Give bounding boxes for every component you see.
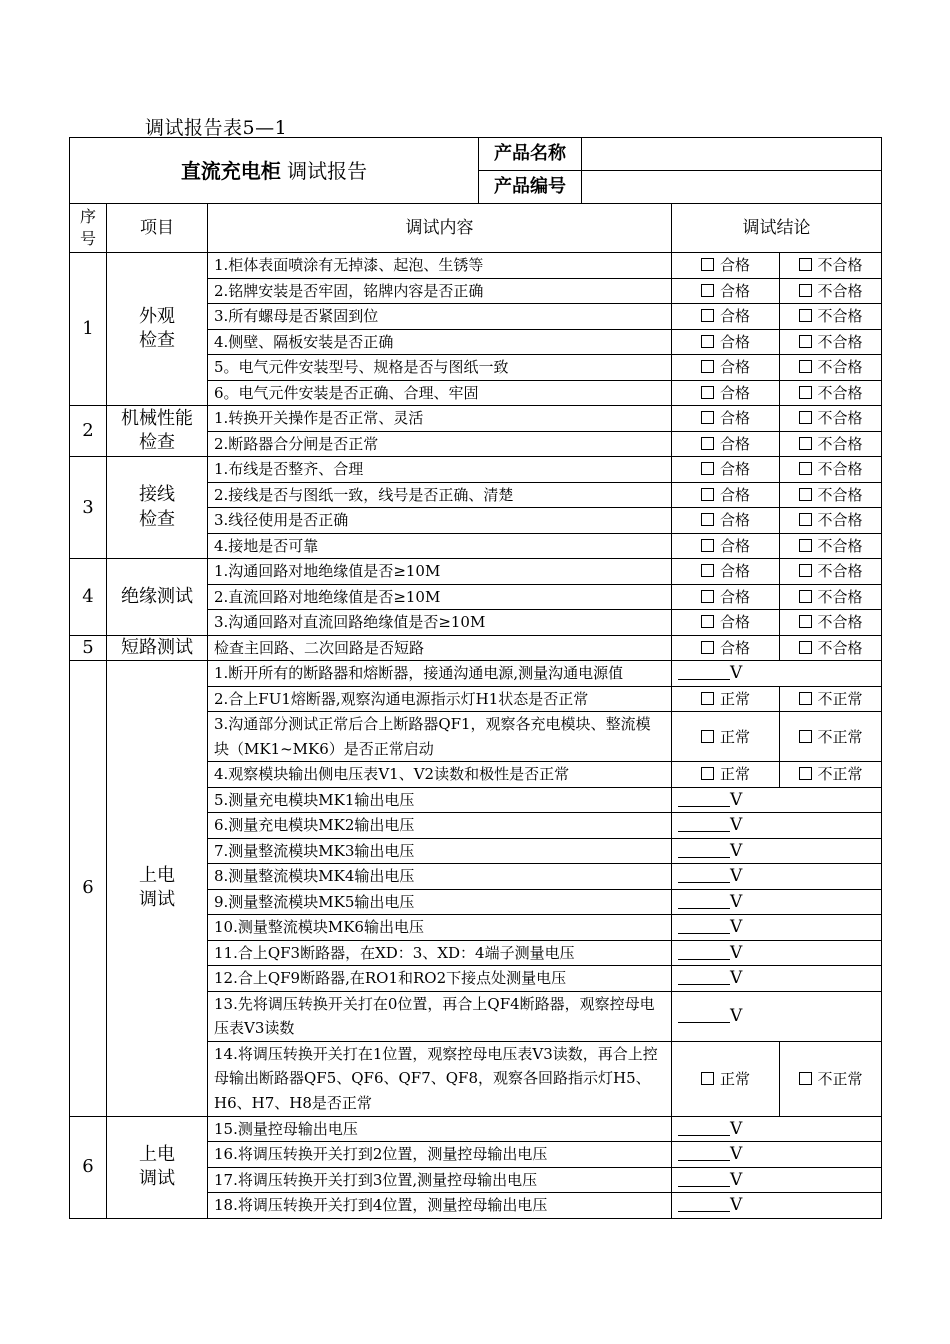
content-cell: 5。电气元件安装型号、规格是否与图纸一致 [208,355,672,381]
content-cell: 2.接线是否与图纸一致，线号是否正确、清楚 [208,482,672,508]
item-cell: 上电 调试 [107,661,208,1117]
checkbox-icon [701,284,714,297]
report-name: 调试报告 [280,158,368,183]
checkbox-icon [701,590,714,603]
pass-checkbox[interactable]: 合格 [672,329,780,355]
content-cell: 1.断开所有的断路器和熔断器，接通沟通电源,测量沟通电源值 [208,661,672,687]
pass-checkbox[interactable]: 合格 [672,457,780,483]
voltage-field[interactable]: V [672,1167,882,1193]
voltage-field[interactable]: V [672,838,882,864]
voltage-field[interactable]: V [672,661,882,687]
fail-checkbox[interactable]: 不合格 [780,380,882,406]
checkbox-icon [799,590,812,603]
voltage-blank [678,843,730,858]
checkbox-icon [799,615,812,628]
content-cell: 6。电气元件安装是否正确、合理、牢固 [208,380,672,406]
pass-checkbox[interactable]: 合格 [672,380,780,406]
voltage-blank [678,1197,730,1212]
seq-cell: 3 [70,457,107,559]
item-column-header: 项目 [107,204,208,253]
seq-cell: 6 [70,1116,107,1218]
voltage-field[interactable]: V [672,813,882,839]
checkbox-icon [799,767,812,780]
content-cell: 3.沟通部分测试正常后合上断路器QF1，观察各充电模块、整流模块（MK1~MK6）是否正常启动 [208,712,672,762]
fail-checkbox[interactable]: 不合格 [780,508,882,534]
content-cell: 13.先将调压转换开关打在0位置，再合上QF4断路器，观察控母电压表V3读数 [208,991,672,1041]
checkbox-icon [799,462,812,475]
table-row [70,457,882,483]
checkbox-icon [799,309,812,322]
abnormal-checkbox[interactable]: 不正常 [780,712,882,762]
checkbox-icon [799,513,812,526]
seq-cell: 5 [70,635,107,661]
content-cell: 7.测量整流模块MK3输出电压 [208,838,672,864]
fail-checkbox[interactable]: 不合格 [780,635,882,661]
normal-checkbox[interactable]: 正常 [672,762,780,788]
checkbox-icon [799,437,812,450]
pass-checkbox[interactable]: 合格 [672,355,780,381]
pass-checkbox[interactable]: 合格 [672,610,780,636]
content-cell: 3.沟通回路对直流回路绝缘值是否≥10M [208,610,672,636]
voltage-field[interactable]: V [672,1116,882,1142]
checkbox-icon [799,258,812,271]
content-cell: 9.测量整流模块MK5输出电压 [208,889,672,915]
content-cell: 1.转换开关操作是否正常、灵活 [208,406,672,432]
checkbox-icon [701,513,714,526]
voltage-blank [678,894,730,909]
voltage-field[interactable]: V [672,787,882,813]
cabinet-name: 直流充电柜 [180,158,281,183]
pass-checkbox[interactable]: 合格 [672,584,780,610]
content-cell: 2.直流回路对地绝缘值是否≥10M [208,584,672,610]
seq-cell: 1 [70,253,107,406]
voltage-blank [678,868,730,883]
content-cell: 17.将调压转换开关打到3位置,测量控母输出电压 [208,1167,672,1193]
voltage-blank [678,1008,730,1023]
fail-checkbox[interactable]: 不合格 [780,559,882,585]
checkbox-icon [799,564,812,577]
pass-checkbox[interactable]: 合格 [672,533,780,559]
checkbox-icon [701,437,714,450]
seq-cell: 2 [70,406,107,457]
checkbox-icon [701,258,714,271]
seq-column-header: 序 号 [70,204,107,253]
checkbox-icon [701,615,714,628]
checkbox-icon [701,411,714,424]
normal-checkbox[interactable]: 正常 [672,712,780,762]
fail-checkbox[interactable]: 不合格 [780,329,882,355]
checkbox-icon [799,641,812,654]
normal-checkbox[interactable]: 正常 [672,686,780,712]
pass-checkbox[interactable]: 合格 [672,482,780,508]
report-heading [70,138,479,204]
checkbox-icon [799,692,812,705]
item-cell: 短路测试 [107,635,208,661]
voltage-blank [678,1121,730,1136]
item-cell: 机械性能 检查 [107,406,208,457]
checkbox-icon [799,539,812,552]
normal-checkbox[interactable]: 正常 [672,1041,780,1116]
voltage-blank [678,1146,730,1161]
voltage-field[interactable]: V [672,1142,882,1168]
checkbox-icon [701,1072,714,1085]
content-cell: 16.将调压转换开关打到2位置，测量控母输出电压 [208,1142,672,1168]
product-name-label: 产品名称 [479,138,582,171]
voltage-blank [678,665,730,680]
checkbox-icon [799,360,812,373]
voltage-blank [678,945,730,960]
voltage-blank [678,919,730,934]
content-cell: 4.观察模块输出侧电压表V1、V2读数和极性是否正常 [208,762,672,788]
content-cell: 12.合上QF9断路器,在RO1和RO2下接点处测量电压 [208,966,672,992]
checkbox-icon [799,730,812,743]
table-row [70,253,882,279]
voltage-blank [678,970,730,985]
column-header-row [70,204,882,253]
pass-checkbox[interactable]: 合格 [672,253,780,279]
checkbox-icon [799,488,812,501]
fail-checkbox[interactable]: 不合格 [780,278,882,304]
checkbox-icon [799,335,812,348]
fail-checkbox[interactable]: 不合格 [780,482,882,508]
content-cell: 检查主回路、二次回路是否短路 [208,635,672,661]
fail-checkbox[interactable]: 不合格 [780,610,882,636]
checkbox-icon [799,284,812,297]
item-cell: 绝缘测试 [107,559,208,636]
pass-checkbox[interactable]: 合格 [672,431,780,457]
voltage-field[interactable]: V [672,864,882,890]
content-cell: 5.测量充电模块MK1输出电压 [208,787,672,813]
voltage-field[interactable]: V [672,915,882,941]
content-cell: 1.布线是否整齐、合理 [208,457,672,483]
checkbox-icon [701,730,714,743]
pass-checkbox[interactable]: 合格 [672,635,780,661]
content-cell: 2.合上FU1熔断器,观察沟通电源指示灯H1状态是否正常 [208,686,672,712]
pass-checkbox[interactable]: 合格 [672,278,780,304]
product-code-field[interactable] [582,171,882,204]
checkbox-icon [799,1072,812,1085]
table-row [70,635,882,661]
voltage-field[interactable]: V [672,940,882,966]
voltage-field[interactable]: V [672,889,882,915]
content-cell: 2.铭牌安装是否牢固，铭牌内容是否正确 [208,278,672,304]
item-cell: 上电 调试 [107,1116,208,1218]
product-code-label: 产品编号 [479,171,582,204]
content-cell: 18.将调压转换开关打到4位置，测量控母输出电压 [208,1193,672,1219]
checkbox-icon [701,564,714,577]
conclusion-column-header: 调试结论 [672,204,882,253]
voltage-blank [678,792,730,807]
content-cell: 15.测量控母输出电压 [208,1116,672,1142]
fail-checkbox[interactable]: 不合格 [780,533,882,559]
content-cell: 3.线径使用是否正确 [208,508,672,534]
content-cell: 8.测量整流模块MK4输出电压 [208,864,672,890]
fail-checkbox[interactable]: 不合格 [780,457,882,483]
pass-checkbox[interactable]: 合格 [672,508,780,534]
content-cell: 4.接地是否可靠 [208,533,672,559]
checkbox-icon [701,692,714,705]
voltage-blank [678,1172,730,1187]
content-cell: 11.合上QF3断路器，在XD：3、XD：4端子测量电压 [208,940,672,966]
voltage-field[interactable]: V [672,991,882,1041]
content-cell: 1.柜体表面喷涂有无掉漆、起泡、生锈等 [208,253,672,279]
content-cell: 14.将调压转换开关打在1位置，观察控母电压表V3读数，再合上控母输出断路器QF5、QF6、QF7、QF8，观察各回路指示灯H5、H6、H7、H8是否正常 [208,1041,672,1116]
seq-cell: 4 [70,559,107,636]
content-column-header: 调试内容 [208,204,672,253]
abnormal-checkbox[interactable]: 不正常 [780,686,882,712]
table-row [70,1116,882,1142]
checkbox-icon [701,335,714,348]
fail-checkbox[interactable]: 不合格 [780,584,882,610]
checkbox-icon [701,488,714,501]
checkbox-icon [701,386,714,399]
checkbox-icon [701,767,714,780]
checkbox-icon [701,462,714,475]
header-row-1 [70,138,882,171]
checkbox-icon [701,360,714,373]
item-cell: 接线 检查 [107,457,208,559]
pass-checkbox[interactable]: 合格 [672,559,780,585]
item-cell: 外观 检查 [107,253,208,406]
abnormal-checkbox[interactable]: 不正常 [780,1041,882,1116]
checkbox-icon [701,539,714,552]
voltage-blank [678,817,730,832]
table-row [70,661,882,687]
voltage-field[interactable]: V [672,966,882,992]
fail-checkbox[interactable]: 不合格 [780,431,882,457]
fail-checkbox[interactable]: 不合格 [780,304,882,330]
table-row [70,559,882,585]
content-cell: 4.侧壁、隔板安装是否正确 [208,329,672,355]
checkbox-icon [799,411,812,424]
debug-report-table [69,137,882,1219]
seq-cell: 6 [70,661,107,1117]
pass-checkbox[interactable]: 合格 [672,406,780,432]
pass-checkbox[interactable]: 合格 [672,304,780,330]
voltage-field[interactable]: V [672,1193,882,1219]
fail-checkbox[interactable]: 不合格 [780,253,882,279]
content-cell: 2.断路器合分闸是否正常 [208,431,672,457]
table-row [70,406,882,432]
checkbox-icon [701,641,714,654]
fail-checkbox[interactable]: 不合格 [780,406,882,432]
content-cell: 6.测量充电模块MK2输出电压 [208,813,672,839]
checkbox-icon [701,309,714,322]
fail-checkbox[interactable]: 不合格 [780,355,882,381]
product-name-field[interactable] [582,138,882,171]
checkbox-icon [799,386,812,399]
content-cell: 10.测量整流模块MK6输出电压 [208,915,672,941]
content-cell: 1.沟通回路对地绝缘值是否≥10M [208,559,672,585]
content-cell: 3.所有螺母是否紧固到位 [208,304,672,330]
abnormal-checkbox[interactable]: 不正常 [780,762,882,788]
document-title: 调试报告表5—1 [145,117,288,139]
